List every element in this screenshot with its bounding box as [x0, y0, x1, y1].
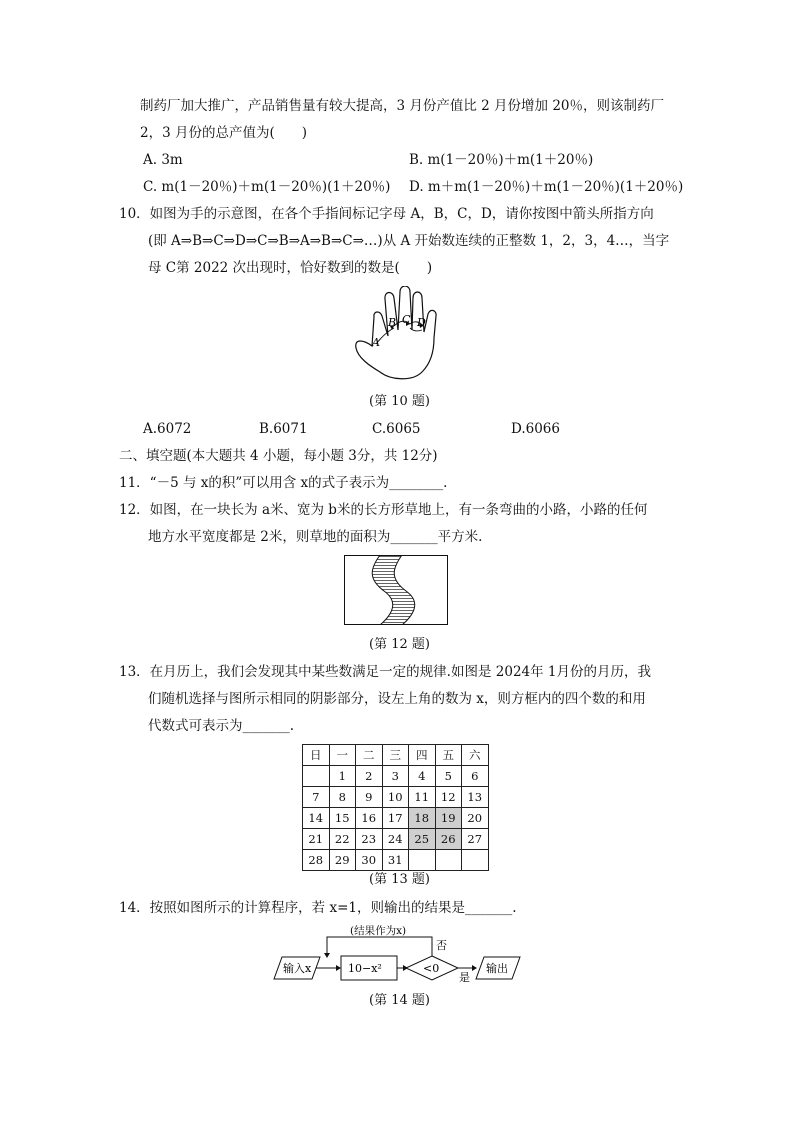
flow-input-label: 输入x: [283, 962, 312, 975]
q10-caption: (第 10 题): [369, 394, 430, 409]
flowchart-figure: [270, 923, 526, 985]
flow-compute-label: 10−x²: [348, 962, 382, 975]
flow-no-label: 否: [436, 939, 447, 952]
calendar-row: [303, 850, 489, 871]
calendar-table: [302, 744, 489, 871]
calendar-cell: 14: [303, 808, 330, 829]
flow-loop-note: (结果作为x): [350, 925, 407, 937]
flow-yes-label: 是: [459, 971, 470, 984]
calendar-cell: 31: [382, 850, 409, 871]
calendar-cell-shaded: 18: [409, 808, 436, 829]
calendar-cell: 9: [356, 787, 383, 808]
calendar-cell: [435, 850, 462, 871]
q14-text: 14．按照如图所示的计算程序，若 x=1，则输出的结果是_______.: [119, 900, 517, 916]
q13-text-line3: 代数式可表示为_______.: [148, 718, 295, 734]
calendar-cell-shaded: 19: [435, 808, 462, 829]
q10-option-d: D.6066: [511, 421, 560, 437]
calendar-header-cell: 四: [409, 745, 436, 766]
q10-text-line2: (即 A⇒B⇒C⇒D⇒C⇒B⇒A⇒B⇒C⇒…)从 A 开始数连续的正整数 1，2，3，4…，当字: [148, 233, 670, 249]
calendar-cell-shaded: 25: [409, 829, 436, 850]
q13-caption: (第 13 题): [369, 872, 430, 887]
q10-text-line1: 10．如图为手的示意图，在各个手指间标记字母 A，B，C，D，请你按图中箭头所指方向: [119, 206, 654, 222]
calendar-header-cell: 六: [462, 745, 489, 766]
calendar-cell: 2: [356, 766, 383, 787]
calendar-row: [303, 829, 489, 850]
q11-text: 11．“－5 与 x的积”可以用含 x的式子表示为________.: [119, 475, 448, 491]
calendar-cell: 4: [409, 766, 436, 787]
calendar-row: [303, 808, 489, 829]
section-heading-fill-in: 二、填空题(本大题共 4 小题，每小题 3分，共 12分): [119, 448, 438, 464]
calendar-cell: 3: [382, 766, 409, 787]
calendar-cell: [303, 766, 330, 787]
hand-label-b: B: [388, 316, 397, 329]
flow-output-label: 输出: [486, 962, 508, 975]
hand-label-c: C: [402, 313, 411, 326]
calendar-cell: 23: [356, 829, 383, 850]
hand-label-a: A: [372, 336, 380, 349]
calendar-cell: 12: [435, 787, 462, 808]
calendar-cell: 30: [356, 850, 383, 871]
calendar-cell: 17: [382, 808, 409, 829]
q12-text-line2: 地方水平宽度都是 2米，则草地的面积为_______平方米.: [148, 529, 483, 545]
q9-option-c: C. m(1－20％)＋m(1－20％)(1＋20％): [143, 179, 391, 195]
calendar-cell: 15: [329, 808, 356, 829]
lawn-path-figure: [344, 555, 448, 625]
q9-option-b: B. m(1－20％)＋m(1＋20％): [409, 152, 594, 168]
calendar-cell: [462, 850, 489, 871]
calendar-header-row: [303, 745, 489, 766]
calendar-row: [303, 766, 489, 787]
calendar-cell: 29: [329, 850, 356, 871]
q12-caption: (第 12 题): [369, 637, 430, 652]
calendar-cell: 27: [462, 829, 489, 850]
calendar-cell: 22: [329, 829, 356, 850]
calendar-cell: 5: [435, 766, 462, 787]
calendar-cell: 28: [303, 850, 330, 871]
calendar-cell: 24: [382, 829, 409, 850]
calendar-cell: 11: [409, 787, 436, 808]
q10-option-c: C.6065: [372, 421, 421, 437]
calendar-cell: 20: [462, 808, 489, 829]
calendar-header-cell: 一: [329, 745, 356, 766]
q14-caption: (第 14 题): [369, 993, 430, 1008]
q9-text-line1: 制药厂加大推广，产品销售量有较大提高，3 月份产值比 2 月份增加 20％，则该制药厂: [140, 98, 665, 114]
calendar-header-cell: 二: [356, 745, 383, 766]
q13-text-line1: 13．在月历上，我们会发现其中某些数满足一定的规律.如图是 2024年 1月份的月历，我: [119, 664, 651, 680]
calendar-figure: [302, 744, 489, 871]
q9-text-line2: 2，3 月份的总产值为( ): [140, 125, 308, 141]
hand-figure: [350, 286, 442, 386]
calendar-cell: 21: [303, 829, 330, 850]
flow-condition-label: <0: [423, 962, 440, 975]
calendar-cell: 8: [329, 787, 356, 808]
calendar-cell: 6: [462, 766, 489, 787]
q10-text-line3: 母 C第 2022 次出现时，恰好数到的数是( ): [148, 260, 433, 276]
calendar-row: [303, 787, 489, 808]
q12-text-line1: 12．如图，在一块长为 a米、宽为 b米的长方形草地上，有一条弯曲的小路，小路的任何: [119, 502, 648, 518]
calendar-header-cell: 三: [382, 745, 409, 766]
q13-text-line2: 们随机选择与图所示相同的阴影部分，设左上角的数为 x，则方框内的四个数的和用: [148, 691, 646, 707]
calendar-cell: [409, 850, 436, 871]
calendar-cell: 10: [382, 787, 409, 808]
calendar-cell: 7: [303, 787, 330, 808]
q10-option-b: B.6071: [259, 421, 308, 437]
calendar-cell: 1: [329, 766, 356, 787]
hand-label-d: D: [417, 316, 426, 329]
calendar-cell: 13: [462, 787, 489, 808]
loop-arrowhead: [324, 953, 330, 958]
q10-option-a: A.6072: [143, 421, 192, 437]
calendar-cell-shaded: 26: [435, 829, 462, 850]
calendar-cell: 16: [356, 808, 383, 829]
q9-option-d: D. m＋m(1－20％)＋m(1－20％)(1＋20％): [409, 179, 684, 195]
calendar-header-cell: 五: [435, 745, 462, 766]
q9-option-a: A. 3m: [143, 152, 183, 168]
calendar-header-cell: 日: [303, 745, 330, 766]
